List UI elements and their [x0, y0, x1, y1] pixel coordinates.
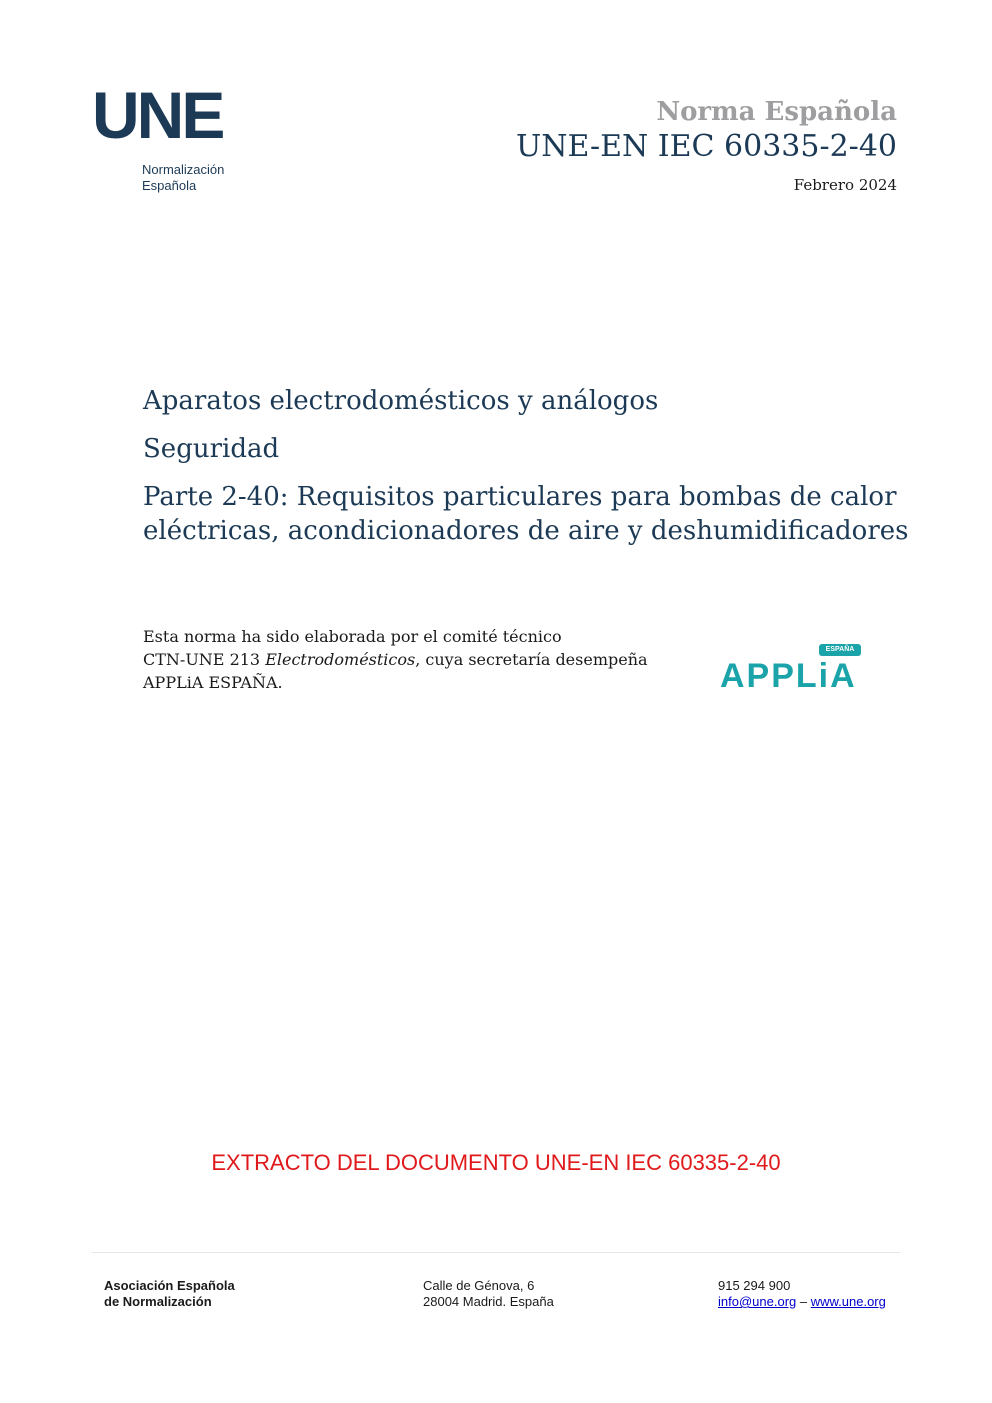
standard-header	[516, 96, 897, 194]
committee-statement	[143, 625, 683, 694]
standard-date: Febrero 2024	[793, 176, 897, 194]
title-line-2: Seguridad	[143, 434, 280, 464]
committee-line-2-suffix: , cuya secretaría desempeña	[415, 650, 648, 669]
title-line-3a: Parte 2-40: Requisitos particulares para bombas de calor	[143, 482, 897, 512]
une-wordmark: UNE	[92, 78, 223, 152]
footer-divider	[92, 1252, 900, 1253]
footer-phone: 915 294 900	[718, 1278, 791, 1293]
standard-title-block	[143, 384, 913, 548]
committee-line-2	[143, 648, 683, 671]
extract-notice: EXTRACTO DEL DOCUMENTO UNE-EN IEC 60335-2-40	[211, 1150, 781, 1175]
website-link[interactable]: www.une.org	[810, 1294, 886, 1309]
applia-logo	[720, 644, 865, 696]
une-logo-subtitle	[142, 162, 252, 194]
committee-code: CTN-UNE 213	[143, 650, 266, 669]
footer-org-line2: de Normalización	[104, 1294, 212, 1309]
committee-line-3: APPLiA ESPAÑA.	[143, 673, 283, 692]
footer-organization	[104, 1278, 235, 1310]
une-logo-subtitle-line1: Normalización	[142, 162, 225, 177]
applia-wordmark: APPLiA	[720, 657, 857, 695]
une-logo-subtitle-line2: Española	[142, 178, 197, 193]
committee-line-1: Esta norma ha sido elaborada por el comité técnico	[143, 627, 562, 646]
committee-name: Electrodomésticos	[265, 650, 416, 669]
footer-link-separator: –	[796, 1294, 811, 1309]
footer-address-line1: Calle de Génova, 6	[423, 1278, 535, 1293]
applia-badge: ESPAÑA	[819, 644, 861, 656]
standard-kicker: Norma Española	[656, 97, 897, 127]
footer-contact	[718, 1278, 886, 1310]
footer-links	[718, 1294, 886, 1310]
title-line-1: Aparatos electrodomésticos y análogos	[143, 386, 659, 416]
standard-code: UNE-EN IEC 60335-2-40	[515, 129, 897, 164]
title-line-3b: eléctricas, acondicionadores de aire y deshumidificadores	[143, 516, 909, 546]
email-link[interactable]: info@une.org	[718, 1294, 797, 1309]
footer-address-line2: 28004 Madrid. España	[423, 1294, 554, 1309]
footer-org-line1: Asociación Española	[104, 1278, 235, 1293]
une-logo	[92, 78, 252, 194]
footer-address	[423, 1278, 554, 1310]
